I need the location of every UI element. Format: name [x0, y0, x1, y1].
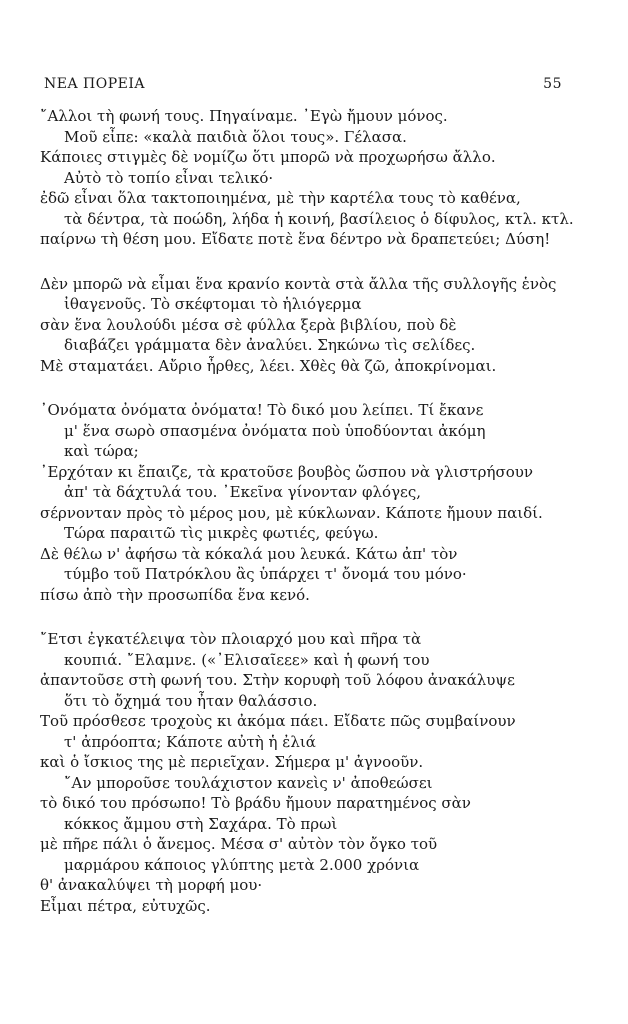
poem-line: ὅτι τὸ ὄχημά του ἦταν θαλάσσιο.	[64, 691, 318, 710]
poem-line: Τώρα παραιτῶ τὶς μικρὲς φωτιές, φεύγω.	[64, 524, 379, 542]
poem-line: μ' ἕνα σωρὸ σπασμένα ὀνόματα ποὺ ὑποδύονται ἀκόμη	[64, 421, 486, 440]
poem-line: ἰθαγενοῦς. Τὸ σκέφτομαι τὸ ἡλιόγερμα	[64, 295, 362, 313]
poem-line: ἀπ' τὰ δάχτυλά του. ᾿Εκεῖνα γίνονταν φλόγες,	[64, 483, 421, 501]
poem-line: ᾿Ονόματα ὀνόματα ὀνόματα! Τὸ δικό μου λείπει. Τί ἔκανε	[40, 401, 484, 419]
poem-line: Αὐτὸ τὸ τοπίο εἶναι τελικό·	[64, 168, 274, 187]
poem-line: Εἶμαι πέτρα, εὐτυχῶς.	[40, 896, 211, 915]
poem-line: ῎Αν μποροῦσε τουλάχιστον κανεὶς ν' ἀποθεώσει	[64, 773, 433, 792]
poem-line: Μὲ σταματάει. Αὔριο ἦρθες, λέει. Χθὲς θὰ ζῶ, ἀποκρίνομαι.	[40, 356, 497, 375]
poem-line: μαρμάρου κάποιος γλύπτης μετὰ 2.000 χρόνια	[64, 855, 420, 874]
poem-line: Δὲν μπορῶ νὰ εἶμαι ἕνα κρανίο κοντὰ στὰ ἄλλα τῆς συλλογῆς ἑνὸς	[40, 274, 557, 293]
poem-line: ῎Αλλοι τὴ φωνή τους. Πηγαίναμε. ᾿Εγὼ ἤμουν μόνος.	[40, 107, 448, 125]
poem-line: τύμβο τοῦ Πατρόκλου ἂς ὑπάρχει τ' ὄνομά του μόνο·	[64, 565, 467, 583]
poem-line: Κάποιες στιγμὲς δὲ νομίζω ὅτι μπορῶ νὰ προχωρήσω ἄλλο.	[40, 148, 496, 166]
poem-line: τὸ δικό του πρόσωπο! Τὸ βράδυ ἤμουν παρατημένος σὰν	[40, 794, 471, 812]
page-number: 55	[543, 76, 562, 92]
stanza	[40, 274, 600, 377]
poem-line: τὰ δέντρα, τὰ ποώδη, λήδα ἡ κοινή, βασίλειος ὁ δίφυλος, κτλ. κτλ.	[64, 209, 574, 228]
poem-line: μὲ πῆρε πάλι ὁ ἄνεμος. Μέσα σ' αὐτὸν τὸν ὄγκο τοῦ	[40, 835, 438, 853]
poem-line: ἐδῶ εἶναι ὅλα τακτοποιημένα, μὲ τὴν καρτέλα τους τὸ καθένα,	[40, 189, 521, 207]
poem-line: κόκκος ἄμμου στὴ Σαχάρα. Τὸ πρωὶ	[64, 814, 338, 833]
poem-line: ἀπαντοῦσε στὴ φωνή του. Στὴν κορυφὴ τοῦ λόφου ἀνακάλυψε	[40, 671, 515, 689]
poem-line: Μοῦ εἶπε: «καλὰ παιδιὰ ὅλοι τους». Γέλασα.	[64, 127, 407, 146]
poem-line: κουπιά. ῎Ελαμνε. («᾿Ελισαῖεεε» καὶ ἡ φωνή του	[64, 650, 430, 669]
poem-line: διαβάζει γράμματα δὲν ἀναλύει. Σηκώνω τὶς σελίδες.	[64, 336, 476, 354]
poem-line: ῎Ετσι ἐγκατέλειψα τὸν πλοιαρχό μου καὶ πῆρα τὰ	[40, 630, 422, 648]
poem-line: σέρνονταν πρὸς τὸ μέρος μου, μὲ κύκλωναν. Κάποτε ἤμουν παιδί.	[40, 503, 543, 522]
poem-line: Δὲ θέλω ν' ἀφήσω τὰ κόκαλά μου λευκά. Κάτω ἀπ' τὸν	[40, 544, 458, 563]
poem-line: θ' ἀνακαλύψει τὴ μορφή μου·	[40, 876, 263, 894]
poem-line: πίσω ἀπὸ τὴν προσωπίδα ἕνα κενό.	[40, 585, 310, 604]
poem-body	[40, 106, 600, 916]
stanza	[40, 400, 600, 605]
stanza	[40, 629, 600, 916]
journal-title: ΝΕΑ ΠΟΡΕΙΑ	[44, 76, 145, 92]
poem-line: σὰν ἕνα λουλούδι μέσα σὲ φύλλα ξερὰ βιβλίου, ποὺ δὲ	[40, 315, 457, 334]
stanza	[40, 106, 600, 250]
poem-line: Τοῦ πρόσθεσε τροχοὺς κι ἀκόμα πάει. Εἴδατε πῶς συμβαίνουν	[40, 712, 516, 730]
running-header	[44, 76, 562, 96]
poem-line: τ' ἀπρόοπτα; Κάποτε αὐτὴ ἡ ἐλιά	[64, 732, 316, 751]
poem-line: παίρνω τὴ θέση μου. Εἴδατε ποτὲ ἕνα δέντρο νὰ δραπετεύει; Δύση!	[40, 230, 551, 248]
poem-line: καὶ τώρα;	[64, 442, 139, 460]
poem-line: καὶ ὁ ἴσκιος της μὲ περιεῖχαν. Σήμερα μ' ἀγνοοῦν.	[40, 753, 424, 771]
poem-line: ᾿Ερχόταν κι ἔπαιζε, τὰ κρατοῦσε βουβὸς ὥσπου νὰ γλιστρήσουν	[40, 462, 533, 481]
